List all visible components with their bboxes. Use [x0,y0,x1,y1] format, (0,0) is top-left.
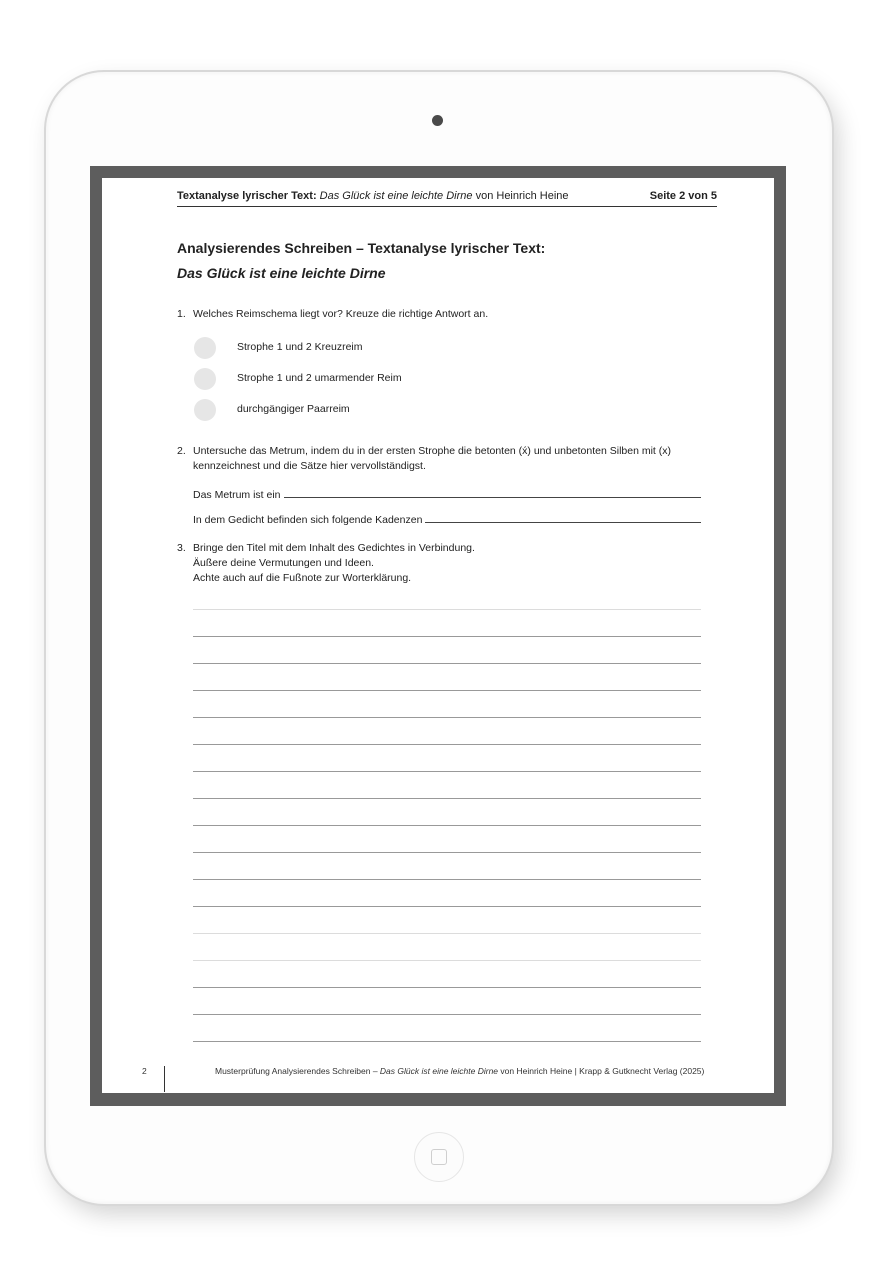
writing-line[interactable] [193,906,701,907]
worksheet-page[interactable] [102,178,774,1093]
writing-line[interactable] [193,663,701,664]
answer-line[interactable] [425,514,701,523]
writing-line[interactable] [193,609,701,610]
page-header [177,190,717,207]
footer-poem-title: Das Glück ist eine leichte Dirne [379,1066,499,1076]
writing-line[interactable] [193,1014,701,1015]
question-number: 3. [177,542,186,554]
writing-line[interactable] [193,636,701,637]
header-page-info: Seite 2 von 5 [649,190,717,202]
question-3 [177,541,475,584]
question-text: Welches Reimschema liegt vor? Kreuze die richtige Antwort an. [193,308,489,320]
fill-in-kadenzen[interactable] [193,514,701,526]
writing-line[interactable] [193,933,701,934]
writing-line[interactable] [193,798,701,799]
checkbox-circle[interactable] [194,368,216,390]
header-poem-title: Das Glück ist eine leichte Dirne [319,190,473,202]
option-label: durchgängiger Paarreim [237,403,350,415]
question-line: Äußere deine Vermutungen und Ideen. [193,557,374,569]
page-subtitle: Das Glück ist eine leichte Dirne [177,265,386,281]
footer-text [215,1066,704,1076]
writing-line[interactable] [193,987,701,988]
question-line: Bringe den Titel mit dem Inhalt des Gedichtes in Verbindung. [193,542,475,554]
question-text [193,541,713,586]
question-number: 2. [177,445,186,457]
writing-line[interactable] [193,717,701,718]
question-1 [177,307,489,322]
writing-line[interactable] [193,825,701,826]
checkbox-circle[interactable] [194,399,216,421]
writing-line[interactable] [193,744,701,745]
camera-icon [432,115,443,126]
writing-line[interactable] [193,771,701,772]
header-author: von Heinrich Heine [475,190,569,202]
fill-label: In dem Gedicht befinden sich folgende Kadenzen [193,514,423,526]
question-number: 1. [177,308,186,320]
writing-line[interactable] [193,879,701,880]
footer-pre: Musterprüfung Analysierendes Schreiben – [215,1066,378,1076]
fill-in-metrum[interactable] [193,489,701,501]
home-square-icon [431,1149,447,1165]
writing-line[interactable] [193,960,701,961]
header-label: Textanalyse lyrischer Text: [177,190,317,202]
answer-line[interactable] [284,489,701,498]
checkbox-circle[interactable] [194,337,216,359]
footer-page-number: 2 [142,1066,147,1076]
question-text: Untersuche das Metrum, indem du in der ersten Strophe die betonten (x́) und unbetonten Silben mit (x) kennzeichnest und die Sätze hier vervollständigst. [193,445,672,472]
footer-post: von Heinrich Heine | Krapp & Gutknecht Verlag (2025) [500,1066,705,1076]
writing-line[interactable] [193,690,701,691]
home-button[interactable] [414,1132,464,1182]
question-2 [177,444,672,472]
question-line: Achte auch auf die Fußnote zur Worterklärung. [193,572,412,584]
option-label: Strophe 1 und 2 Kreuzreim [237,341,363,353]
fill-label: Das Metrum ist ein [193,489,281,501]
footer-divider [164,1066,165,1092]
writing-line[interactable] [193,852,701,853]
page-title: Analysierendes Schreiben – Textanalyse lyrischer Text: [177,240,546,256]
option-label: Strophe 1 und 2 umarmender Reim [237,372,402,384]
writing-line[interactable] [193,1041,701,1042]
